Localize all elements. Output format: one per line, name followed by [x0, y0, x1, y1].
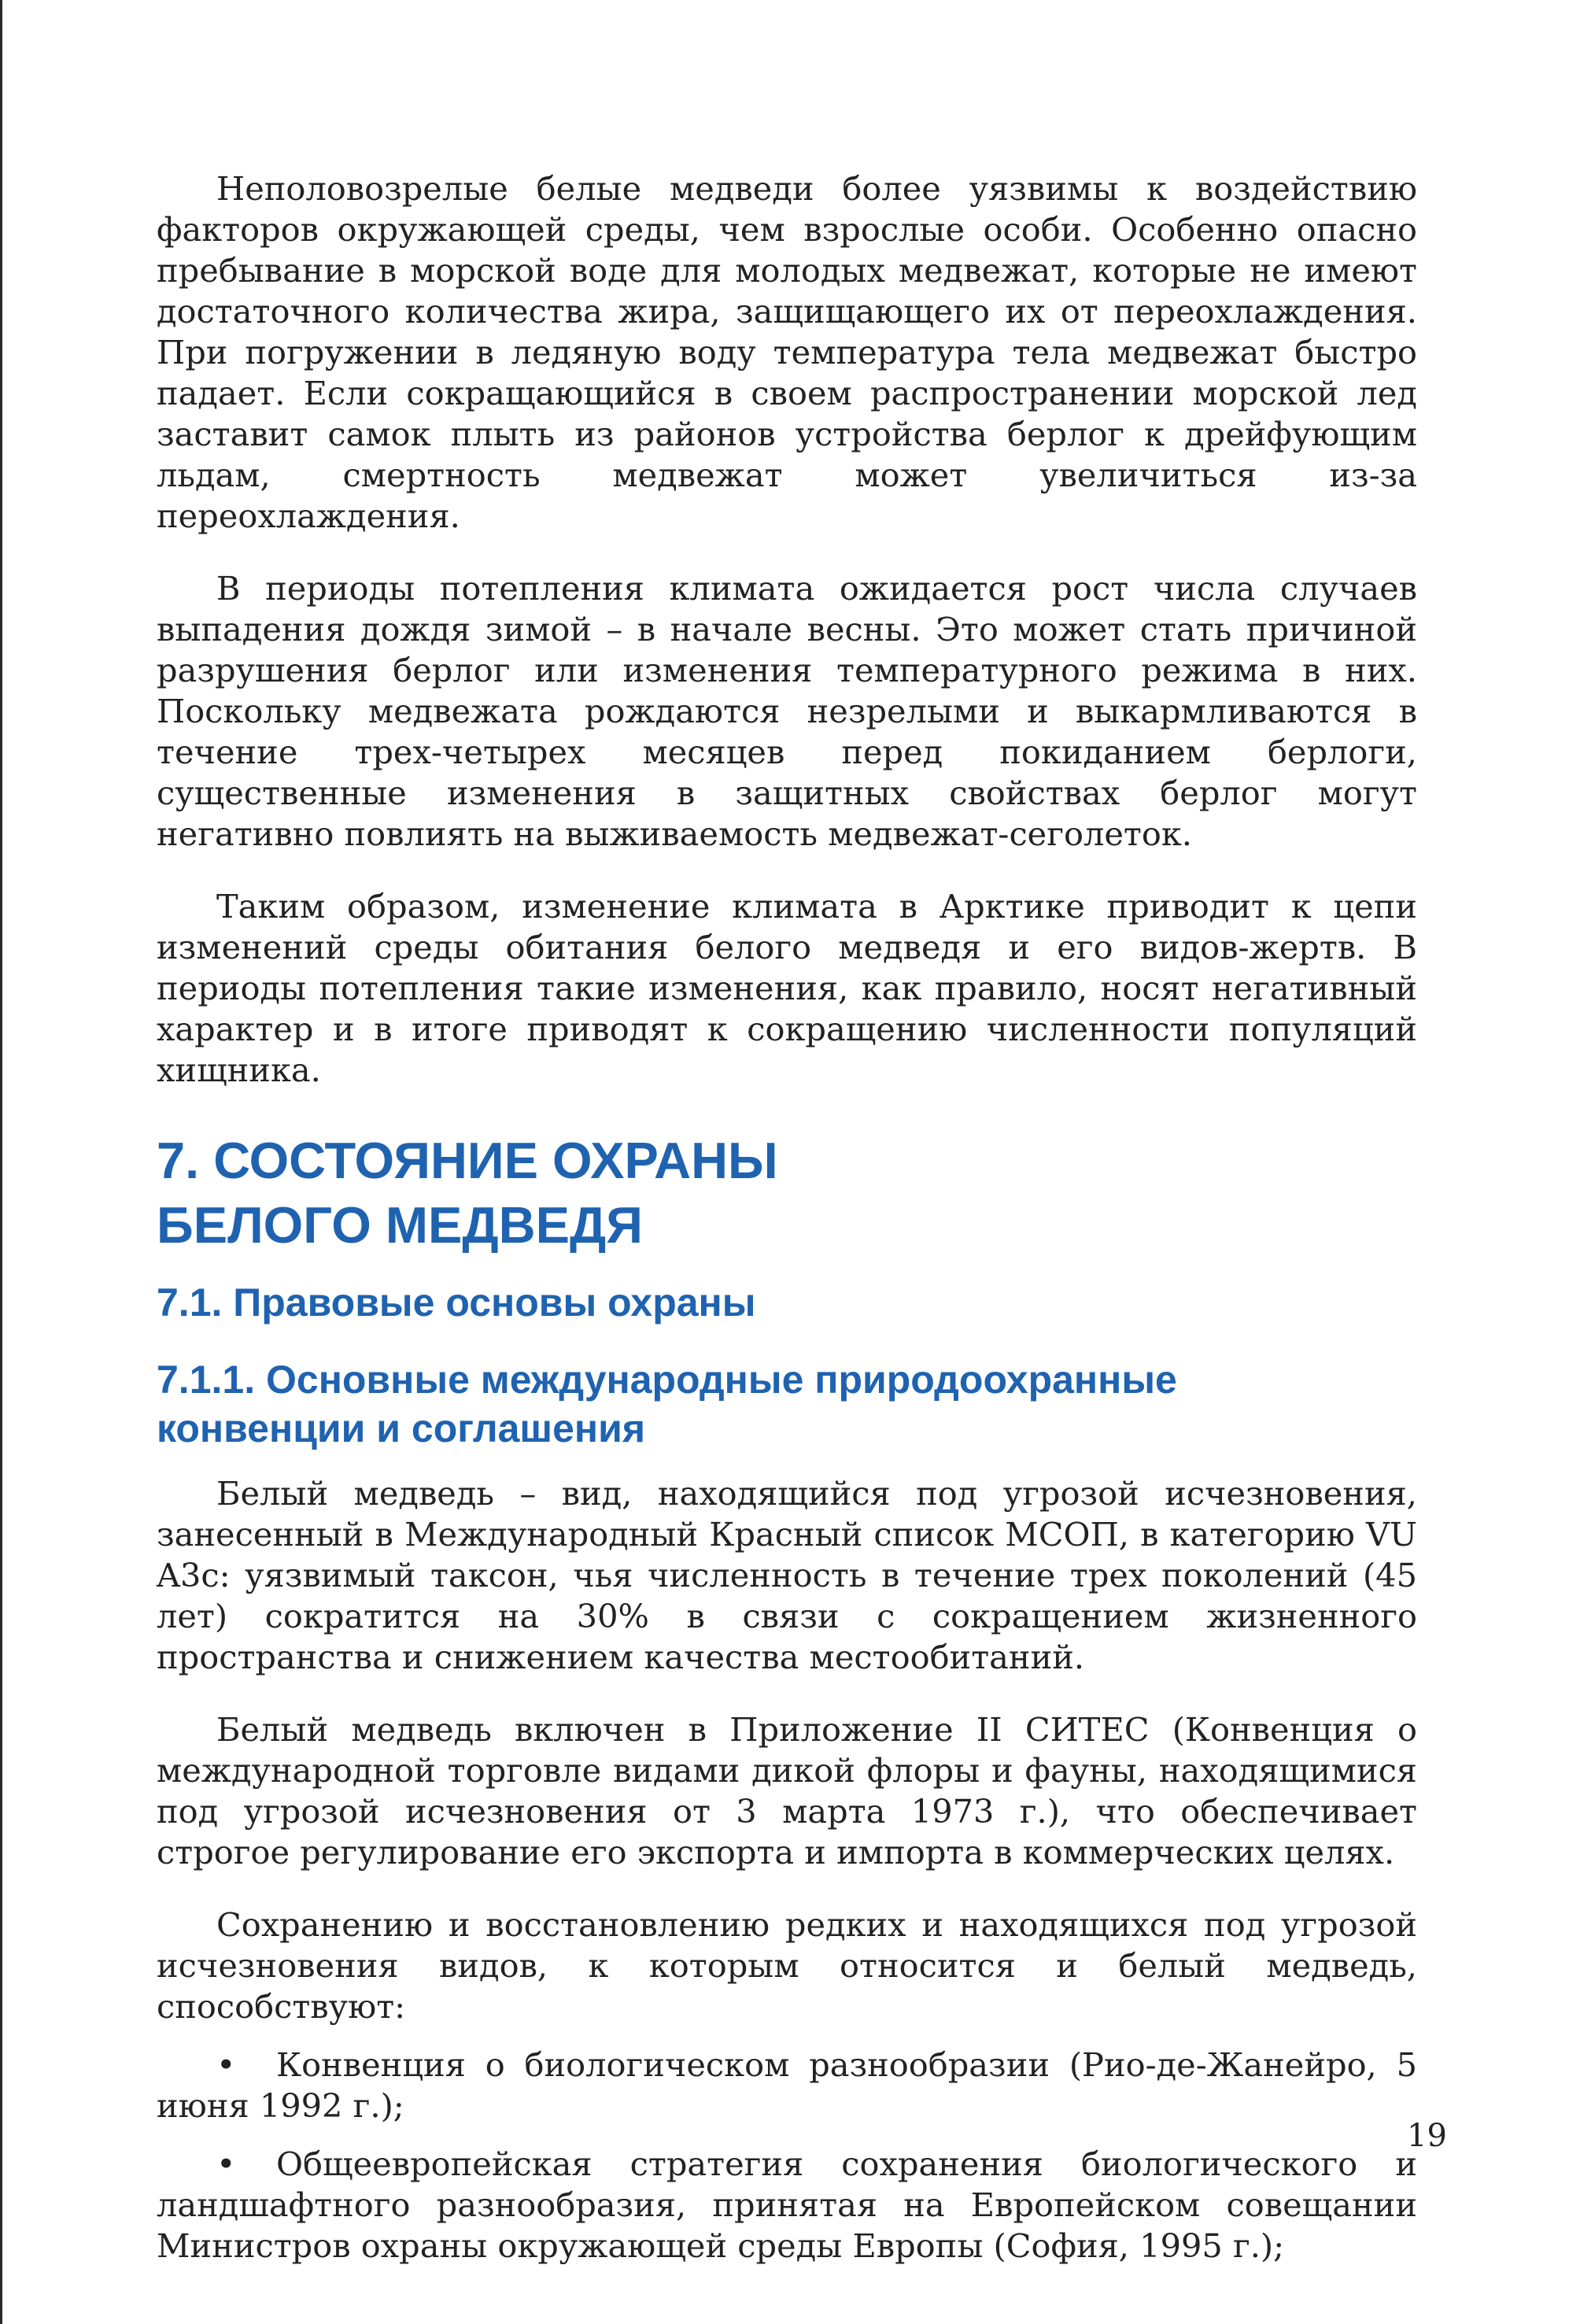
page-content	[157, 168, 1417, 2267]
bullet-marker: •	[216, 2045, 236, 2084]
page-edge-rule	[0, 0, 2, 2324]
paragraph-warming-rain: В периоды потепления климата ожидается рост числа случаев выпадения дождя зимой – в начале весны. Это может стать причиной разрушения берлог или изменения температурного режима в них. Поскольку медвежата рождаются незрелыми и выкармливаются в течение трех-четырех месяцев перед покиданием берлоги, существенные изменения в защитных свойствах берлог могут негативно повлиять на выживаемость медвежат-сеголеток.	[157, 569, 1417, 853]
paragraph-iucn-status: Белый медведь – вид, находящийся под угрозой исчезновения, занесенный в Международный Красный список МСОП, в категорию VU A3c: уязвимый таксон, чья численность в течение трех поколений (45 лет) сократится на 30% в связи с сокращением жизненного пространства и снижением качества местообитаний.	[157, 1474, 1417, 1676]
chapter-heading	[157, 1129, 1417, 1258]
list-item-text: Конвенция о биологическом разнообразии (Рио-де-Жанейро, 5 июня 1992 г.);	[157, 2045, 1417, 2125]
paragraph-conservation-intro: Сохранению и восстановлению редких и находящихся под угрозой исчезновения видов, к которым относится и белый медведь, способствуют:	[157, 1905, 1417, 2026]
page-number: 19	[1407, 2118, 1447, 2154]
subsection-heading-line1: 7.1.1. Основные международные природоохранные	[157, 1358, 1177, 1402]
subsection-heading	[157, 1355, 1417, 1453]
section-heading: 7.1. Правовые основы охраны	[157, 1280, 756, 1325]
paragraph-climate-summary: Таким образом, изменение климата в Арктике приводит к цепи изменений среды обитания белого медведя и его видов-жертв. В периоды потепления такие изменения, как правило, носят негативный характер и в итоге приводят к сокращению численности популяций хищника.	[157, 887, 1417, 1089]
subsection-heading-line2: конвенции и соглашения	[157, 1406, 646, 1450]
list-item-text: Общеевропейская стратегия сохранения биологического и ландшафтного разнообразия, принятая на Европейском совещании Министров охраны окружающей среды Европы (София, 1995 г.);	[157, 2145, 1417, 2265]
list-item	[157, 2045, 1417, 2126]
chapter-heading-line2: БЕЛОГО МЕДВЕДЯ	[157, 1196, 643, 1254]
paragraph-juvenile-bears: Неполовозрелые белые медведи более уязвимы к воздействию факторов окружающей среды, чем взрослые особи. Особенно опасно пребывание в морской воде для молодых медвежат, которые не имеют достаточного количества жира, защищающего их от переохлаждения. При погружении в ледяную воду температура тела медвежат быстро падает. Если сокращающийся в своем распространении морской лед заставит самок плыть из районов устройства берлог к дрейфующим льдам, смертность медвежат может увеличиться из-за переохлаждения.	[157, 169, 1417, 535]
paragraph-cites: Белый медведь включен в Приложение II СИТЕС (Конвенция о международной торговле видами дикой флоры и фауны, находящимися под угрозой исчезновения от 3 марта 1973 г.), что обеспечивает строгое регулирование его экспорта и импорта в коммерческих целях.	[157, 1710, 1417, 1871]
bullet-marker: •	[216, 2145, 236, 2183]
list-item	[157, 2144, 1417, 2267]
chapter-heading-line1: 7. СОСТОЯНИЕ ОХРАНЫ	[157, 1132, 778, 1189]
